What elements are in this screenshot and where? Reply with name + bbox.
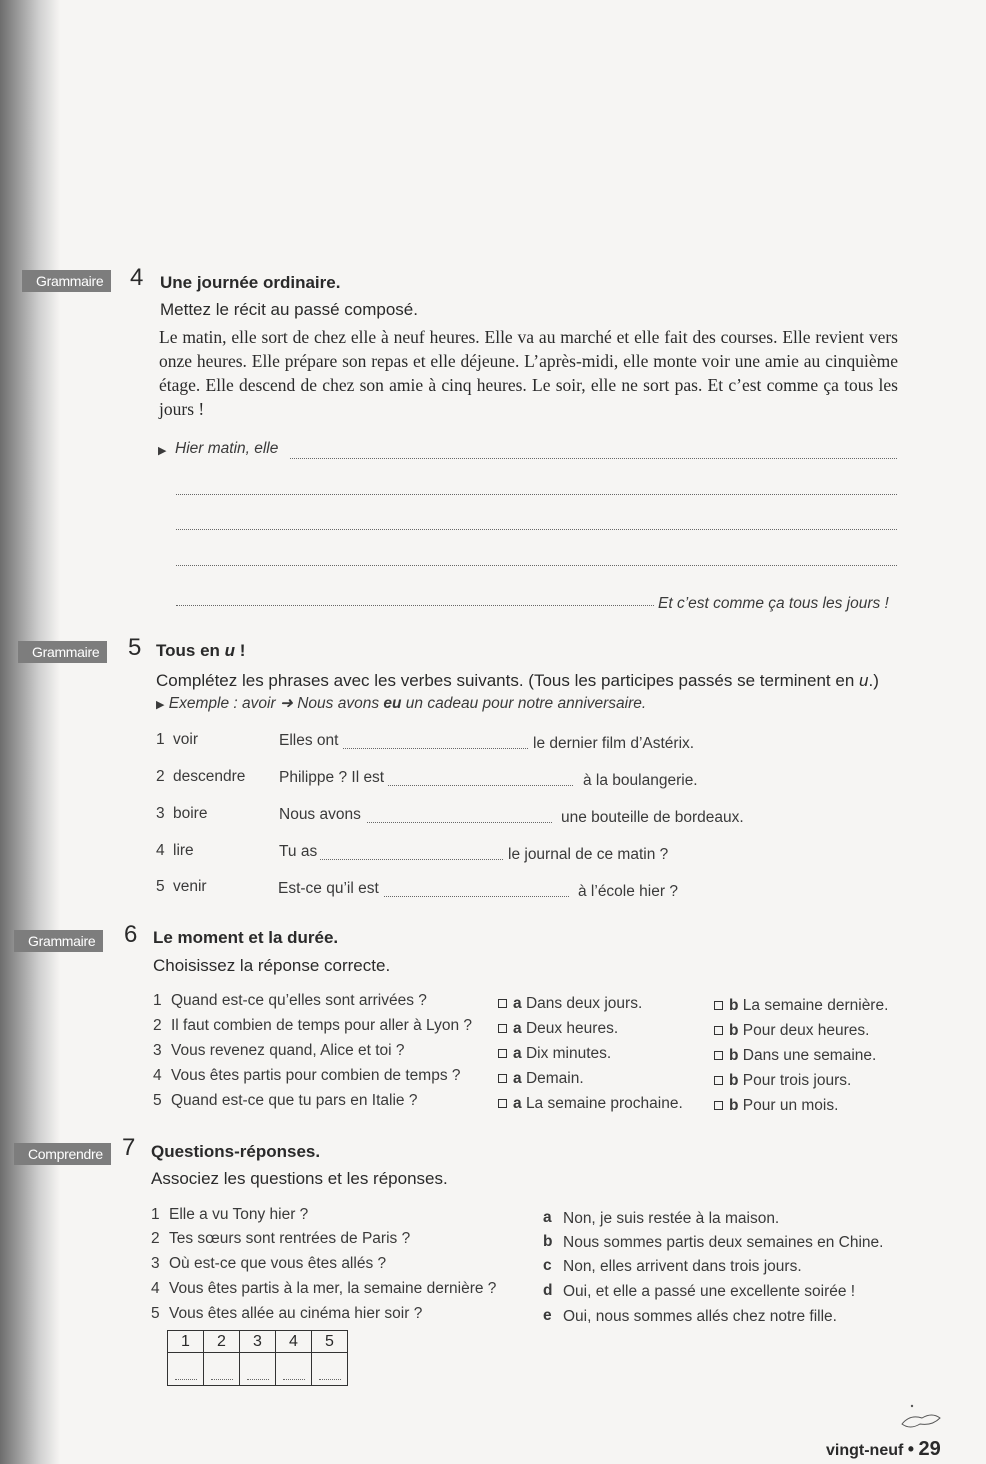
item-number: 3 [156, 805, 165, 822]
item-after: le journal de ce matin ? [508, 846, 669, 863]
checkbox[interactable] [714, 1051, 723, 1060]
question-text: Quand est-ce que tu pars en Italie ? [171, 1092, 418, 1109]
exercise-title: Questions-réponses. [151, 1142, 321, 1161]
question-number: 5 [153, 1092, 162, 1109]
page-number: 29 [918, 1438, 941, 1460]
checkbox[interactable] [714, 1001, 723, 1010]
question-text: Tes sœurs sont rentrées de Paris ? [169, 1230, 411, 1247]
grid-header: 3 [240, 1331, 276, 1353]
question-number: 1 [151, 1206, 160, 1223]
checkbox[interactable] [498, 1049, 507, 1058]
section-tag: Comprendre [14, 1143, 111, 1165]
option-b[interactable]: b Pour trois jours. [714, 1072, 851, 1090]
question-number: 2 [153, 1017, 162, 1034]
exercise-title: Le moment et la durée. [153, 928, 339, 947]
exercise-instruction: Associez les questions et les réponses. [151, 1169, 448, 1188]
item-after: à la boulangerie. [583, 772, 698, 789]
option-a[interactable]: a Deux heures. [498, 1020, 618, 1038]
grid-header: 4 [276, 1331, 312, 1353]
item-verb: venir [173, 878, 207, 895]
answer-letter: e [543, 1307, 552, 1324]
section-tag: Grammaire [14, 930, 103, 952]
option-a[interactable]: a Demain. [498, 1070, 584, 1088]
answer-line[interactable] [290, 458, 897, 459]
answer-line[interactable] [176, 565, 897, 566]
answer-grid [167, 1330, 348, 1386]
section-tag: Grammaire [22, 270, 111, 292]
exercise-instruction: Mettez le récit au passé composé. [160, 300, 418, 319]
answer-text: Oui, et elle a passé une excellente soirée ! [563, 1283, 856, 1300]
item-before: Elles ont [279, 732, 339, 749]
page-footer [826, 1438, 941, 1461]
item-before: Est-ce qu’il est [278, 880, 379, 897]
option-b[interactable]: b Pour deux heures. [714, 1022, 869, 1040]
question-text: Vous êtes partis pour combien de temps ? [171, 1067, 461, 1084]
exercise-number: 4 [130, 264, 144, 291]
checkbox[interactable] [714, 1101, 723, 1110]
answer-line[interactable] [176, 605, 654, 606]
exercise-title: Une journée ordinaire. [160, 273, 341, 292]
exercise-instruction: Choisissez la réponse correcte. [153, 956, 391, 975]
fill-blank[interactable] [384, 896, 569, 897]
option-b[interactable]: b La semaine dernière. [714, 997, 888, 1015]
exercise-number: 6 [124, 921, 138, 948]
section-tag: Grammaire [18, 641, 107, 663]
arrow-icon: ▶ [156, 699, 165, 711]
question-text: Elle a vu Tony hier ? [169, 1206, 309, 1223]
question-number: 5 [151, 1305, 160, 1322]
checkbox[interactable] [498, 1099, 507, 1108]
item-before: Nous avons [279, 806, 361, 823]
item-number: 2 [156, 768, 165, 785]
item-verb: lire [173, 842, 194, 859]
answer-line[interactable] [176, 494, 897, 495]
item-verb: descendre [173, 768, 246, 785]
grid-answer-cell[interactable] [240, 1353, 276, 1386]
grid-answer-cell[interactable] [276, 1353, 312, 1386]
item-number: 1 [156, 731, 165, 748]
grid-header: 1 [168, 1331, 204, 1353]
fill-blank[interactable] [343, 748, 528, 749]
answer-text: Nous sommes partis deux semaines en Chine. [563, 1234, 884, 1251]
checkbox[interactable] [714, 1026, 723, 1035]
fill-blank[interactable] [367, 822, 552, 823]
fill-blank[interactable] [388, 785, 573, 786]
answer-letter: c [543, 1257, 552, 1274]
answer-text: Oui, nous sommes allés chez notre fille. [563, 1308, 837, 1325]
answer-text: Non, elles arrivent dans trois jours. [563, 1258, 802, 1275]
answer-start: Hier matin, elle [175, 440, 279, 457]
item-number: 4 [156, 842, 165, 859]
question-text: Vous revenez quand, Alice et toi ? [171, 1042, 405, 1059]
item-before: Tu as [279, 843, 318, 860]
answer-end: Et c’est comme ça tous les jours ! [658, 595, 889, 612]
grid-header: 5 [312, 1331, 348, 1353]
option-b[interactable]: b Pour un mois. [714, 1097, 838, 1115]
grid-answer-cell[interactable] [312, 1353, 348, 1386]
question-number: 4 [153, 1067, 162, 1084]
checkbox[interactable] [714, 1076, 723, 1085]
checkbox[interactable] [498, 1024, 507, 1033]
bullet-icon: • [907, 1439, 915, 1459]
grid-answer-cell[interactable] [204, 1353, 240, 1386]
question-number: 4 [151, 1280, 160, 1297]
option-b[interactable]: b Dans une semaine. [714, 1047, 876, 1065]
example-line: ▶ Exemple : avoir ➜ Nous avons eu un cadeau pour notre anniversaire. [156, 695, 647, 712]
checkbox[interactable] [498, 1074, 507, 1083]
answer-line[interactable] [176, 529, 897, 530]
exercise-number: 5 [128, 634, 142, 661]
fill-blank[interactable] [320, 859, 503, 860]
checkbox[interactable] [498, 999, 507, 1008]
exercise-title: Tous en u ! [156, 641, 246, 660]
question-number: 1 [153, 992, 162, 1009]
item-after: à l’école hier ? [578, 883, 678, 900]
question-number: 3 [151, 1255, 160, 1272]
arrow-icon: ▶ [158, 445, 167, 457]
item-verb: voir [173, 731, 198, 748]
decorative-doodle-icon [898, 1400, 944, 1432]
question-number: 3 [153, 1042, 162, 1059]
grid-answer-cell[interactable] [168, 1353, 204, 1386]
option-a[interactable]: a La semaine prochaine. [498, 1095, 683, 1113]
item-before: Philippe ? Il est [279, 769, 385, 786]
story-text: Le matin, elle sort de chez elle à neuf heures. Elle va au marché et elle fait des courses. Elle revient vers onze heures. Elle prépare son repas et elle déjeune. L’après-midi, elle monte voir une amie au cinquième étage. Elle descend de chez son amie à cinq heures. Le soir, elle ne sort pas. Et c’est comme ça tous les jours ! [159, 327, 898, 419]
question-text: Vous êtes allée au cinéma hier soir ? [169, 1305, 423, 1322]
question-number: 2 [151, 1230, 160, 1247]
option-a[interactable]: a Dans deux jours. [498, 995, 642, 1013]
page-word: vingt-neuf [826, 1442, 904, 1459]
answer-text: Non, je suis restée à la maison. [563, 1210, 780, 1227]
question-text: Où est-ce que vous êtes allés ? [169, 1255, 387, 1272]
item-number: 5 [156, 878, 165, 895]
answer-letter: d [543, 1282, 553, 1299]
item-after: une bouteille de bordeaux. [561, 809, 744, 826]
item-after: le dernier film d’Astérix. [533, 735, 695, 752]
binding-shadow [0, 0, 60, 1464]
question-text: Vous êtes partis à la mer, la semaine dernière ? [169, 1280, 497, 1297]
answer-letter: b [543, 1233, 553, 1250]
grid-header: 2 [204, 1331, 240, 1353]
option-a[interactable]: a Dix minutes. [498, 1045, 611, 1063]
answer-letter: a [543, 1209, 552, 1226]
exercise-instruction: Complétez les phrases avec les verbes suivants. (Tous les participes passés se terminent en u.) [156, 671, 879, 690]
question-text: Il faut combien de temps pour aller à Lyon ? [171, 1017, 472, 1034]
item-verb: boire [173, 805, 208, 822]
exercise-number: 7 [122, 1134, 136, 1161]
question-text: Quand est-ce qu’elles sont arrivées ? [171, 992, 427, 1009]
